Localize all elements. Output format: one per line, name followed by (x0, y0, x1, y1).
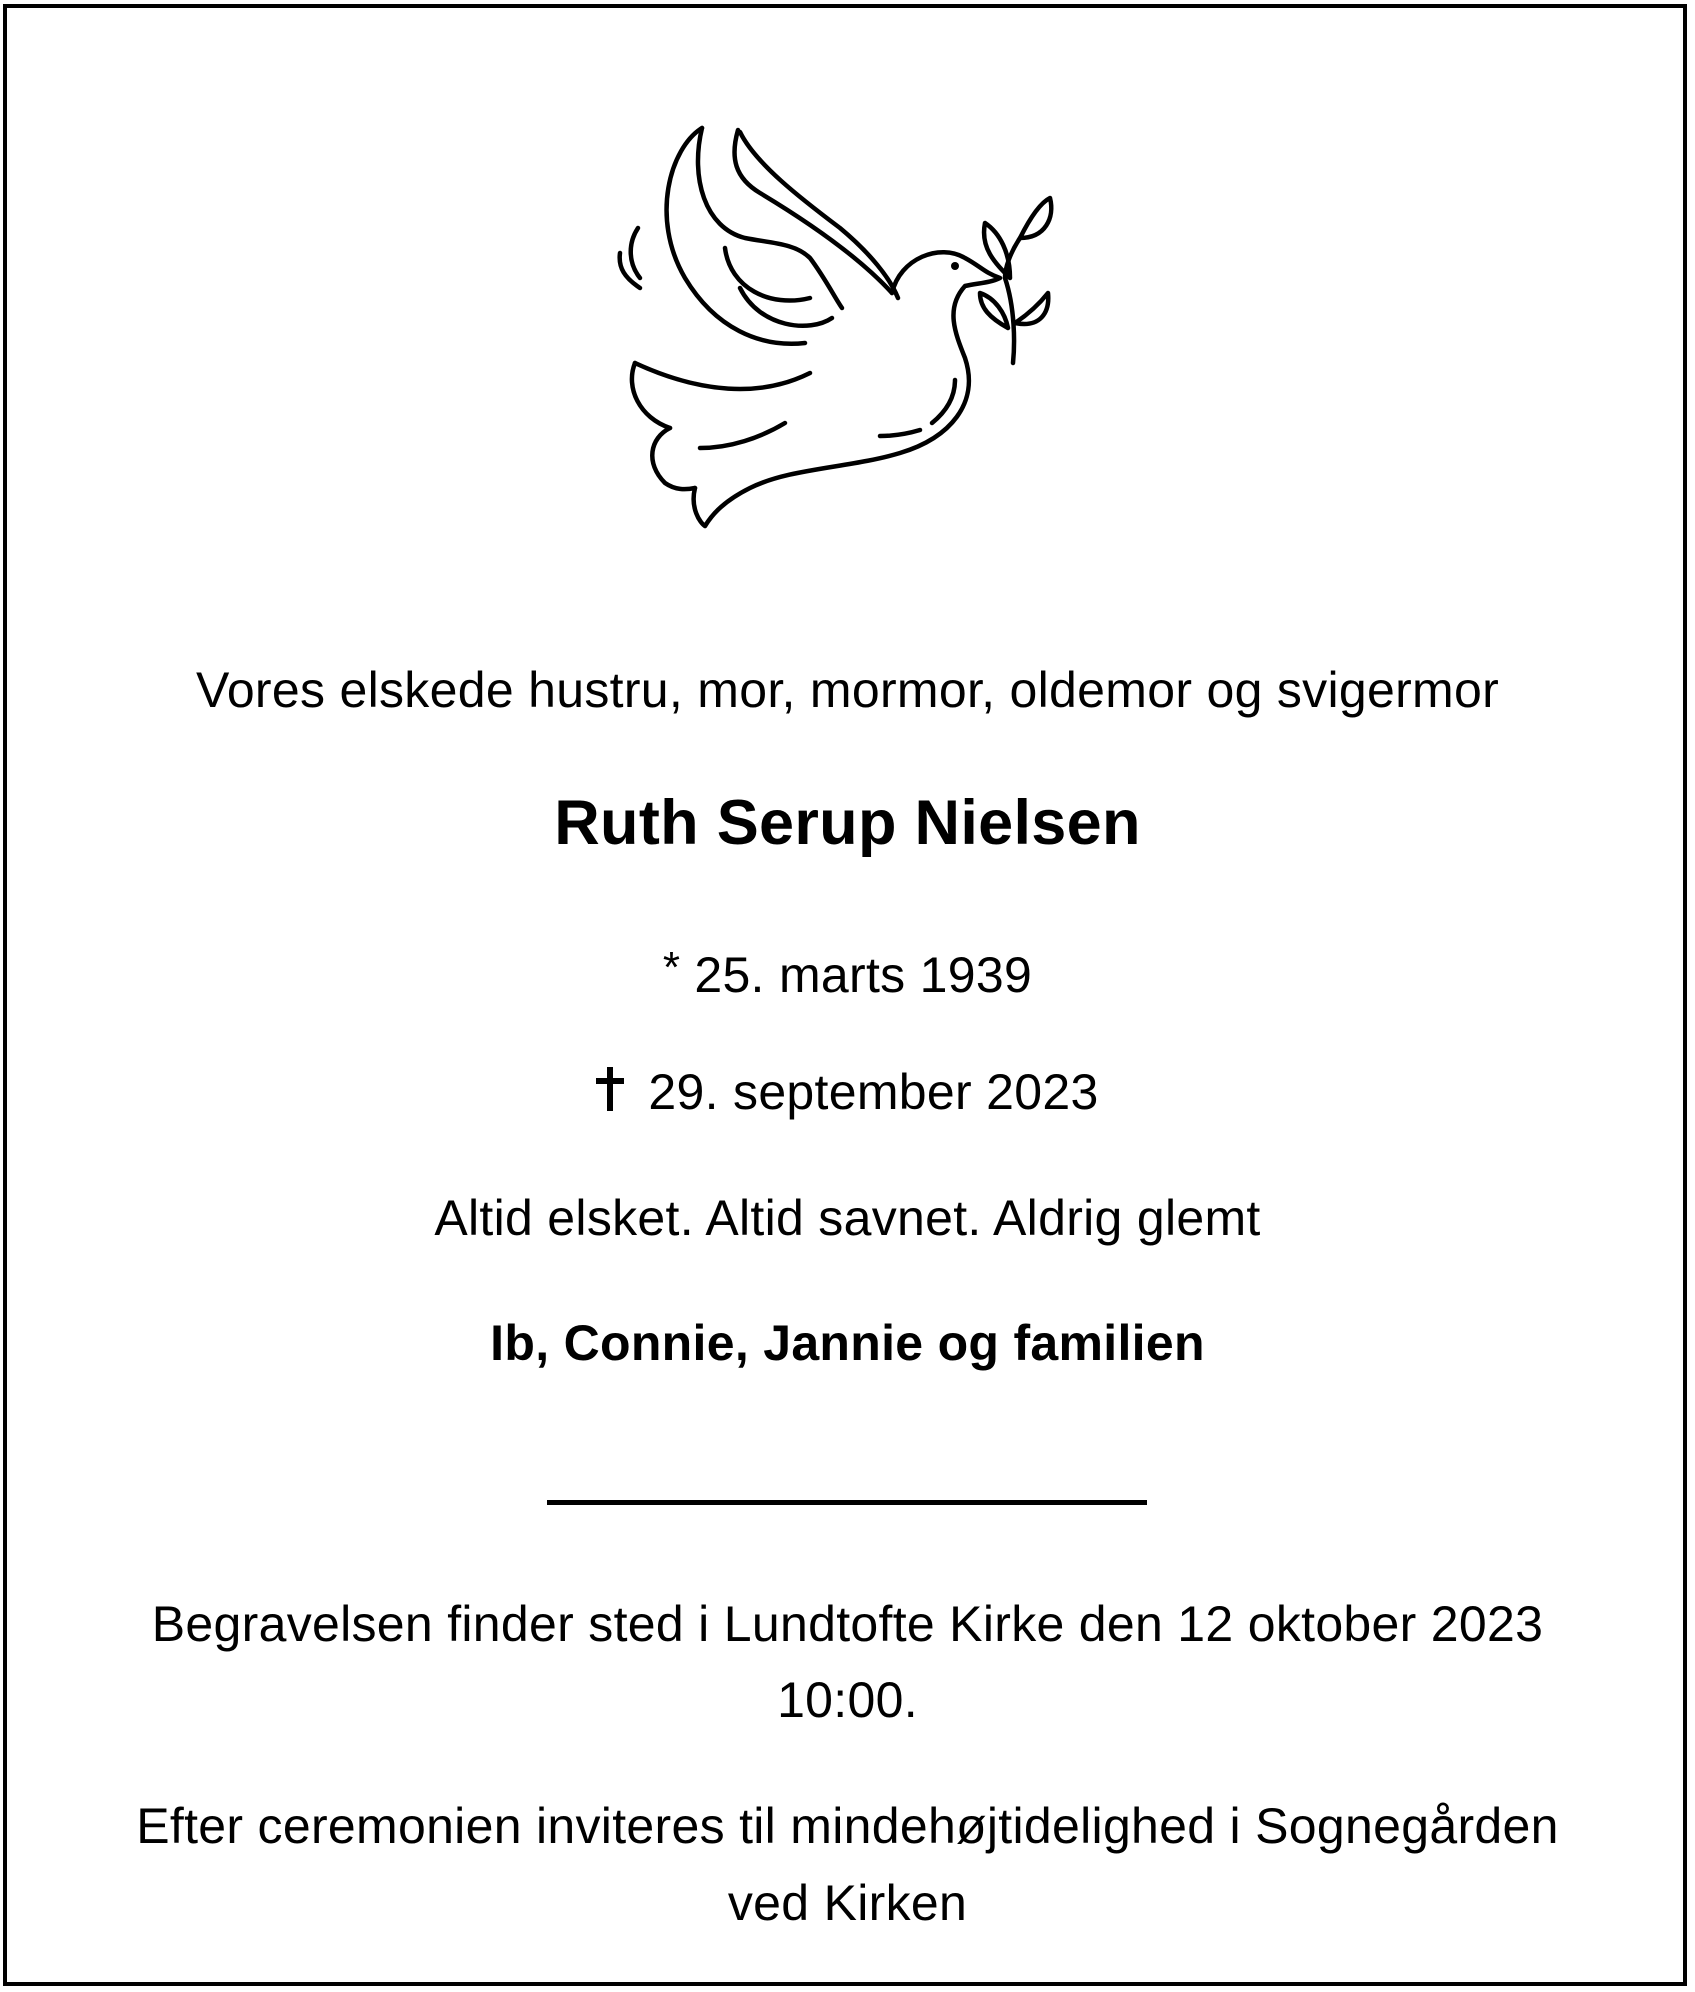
funeral-line-2: 10:00. (777, 1672, 918, 1728)
divider-line (547, 1500, 1147, 1505)
reception-line-2: ved Kirken (727, 1875, 968, 1931)
deceased-name: Ruth Serup Nielsen (554, 788, 1141, 858)
dove-icon (610, 118, 1070, 538)
birth-line (20, 938, 1675, 1005)
motto-text: Altid elsket. Altid savnet. Aldrig glemt (434, 1190, 1261, 1246)
death-line (20, 1062, 1675, 1122)
intro-text: Vores elskede hustru, mor, mormor, oldemor og svigermor (195, 662, 1500, 718)
asterisk-icon: * (662, 943, 681, 992)
death-date: 29. september 2023 (648, 1064, 1099, 1120)
reception-line-1: Efter ceremonien inviteres til mindehøjtidelighed i Sognegården (136, 1798, 1559, 1854)
funeral-line-1: Begravelsen finder sted i Lundtofte Kirke den 12 oktober 2023 (151, 1596, 1544, 1652)
birth-date: 25. marts 1939 (694, 947, 1033, 1003)
cross-icon (596, 1067, 624, 1111)
signature-text: Ib, Connie, Jannie og familien (490, 1315, 1205, 1371)
